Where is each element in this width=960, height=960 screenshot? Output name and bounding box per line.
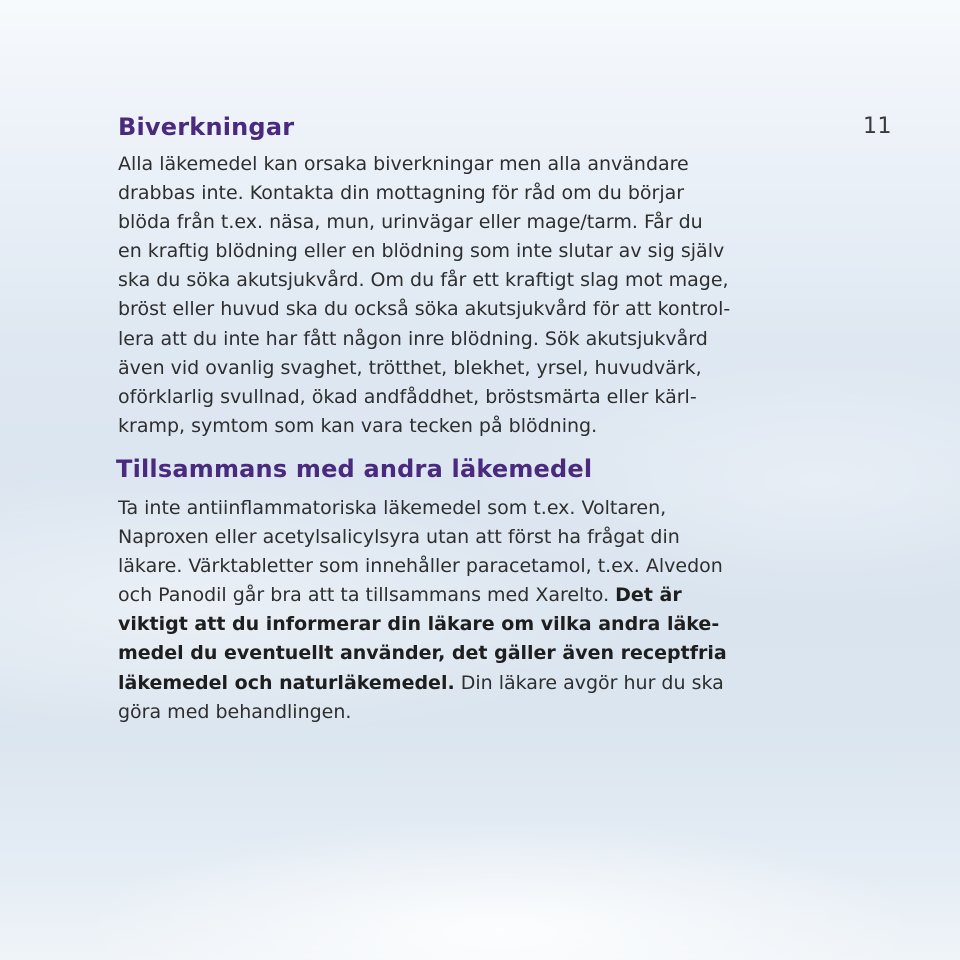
text-line: en kraftig blödning eller en blödning som inte slutar av sig själv xyxy=(118,240,725,263)
bold-text-segment: Det är xyxy=(615,584,682,607)
text-segment: och Panodil går bra att ta tillsammans med Xarelto. xyxy=(118,584,616,607)
text-line xyxy=(118,581,727,610)
text-line xyxy=(118,523,727,552)
text-segment: läkare. Värktabletter som innehåller paracetamol, t.ex. Alvedon xyxy=(118,555,723,578)
bold-text-segment: läkemedel och naturläkemedel. xyxy=(118,671,455,694)
text-line: blöda från t.ex. näsa, mun, urinvägar eller mage/tarm. Får du xyxy=(118,211,703,234)
text-line xyxy=(118,552,727,581)
text-line xyxy=(118,639,727,668)
text-line: oförklarlig svullnad, ökad andfåddhet, bröstsmärta eller kärl- xyxy=(118,385,697,408)
text-segment: göra med behandlingen. xyxy=(118,700,352,723)
text-line xyxy=(118,610,727,639)
text-line: bröst eller huvud ska du också söka akutsjukvård för att kontrol- xyxy=(118,298,731,321)
text-line: även vid ovanlig svaghet, trötthet, blekhet, yrsel, huvudvärk, xyxy=(118,356,702,379)
text-line: kramp, symtom som kan vara tecken på blödning. xyxy=(118,414,598,437)
text-line xyxy=(118,669,727,698)
section-title-biverkningar: Biverkningar xyxy=(118,113,295,141)
page-number: 11 xyxy=(863,114,892,139)
text-segment: Ta inte antiinflammatoriska läkemedel som t.ex. Voltaren, xyxy=(118,497,667,519)
paragraph-tillsammans xyxy=(118,494,727,727)
bold-text-segment: medel du eventuellt använder, det gäller även receptfria xyxy=(118,642,727,665)
text-line: Alla läkemedel kan orsaka biverkningar men alla användare xyxy=(118,153,689,175)
text-line: ska du söka akutsjukvård. Om du får ett kraftigt slag mot mage, xyxy=(118,269,729,292)
bold-text-segment: viktigt att du informerar din läkare om vilka andra läke- xyxy=(118,613,720,636)
section-title-tillsammans: Tillsammans med andra läkemedel xyxy=(116,455,593,483)
text-segment: Naproxen eller acetylsalicylsyra utan att först ha frågat din xyxy=(118,526,680,549)
text-segment: Din läkare avgör hur du ska xyxy=(454,671,724,694)
text-line xyxy=(118,494,727,523)
text-line: lera att du inte har fått någon inre blödning. Sök akutsjukvård xyxy=(118,327,708,350)
paragraph-biverkningar xyxy=(118,150,730,441)
text-line xyxy=(118,698,727,727)
text-line: drabbas inte. Kontakta din mottagning för råd om du börjar xyxy=(118,182,685,205)
